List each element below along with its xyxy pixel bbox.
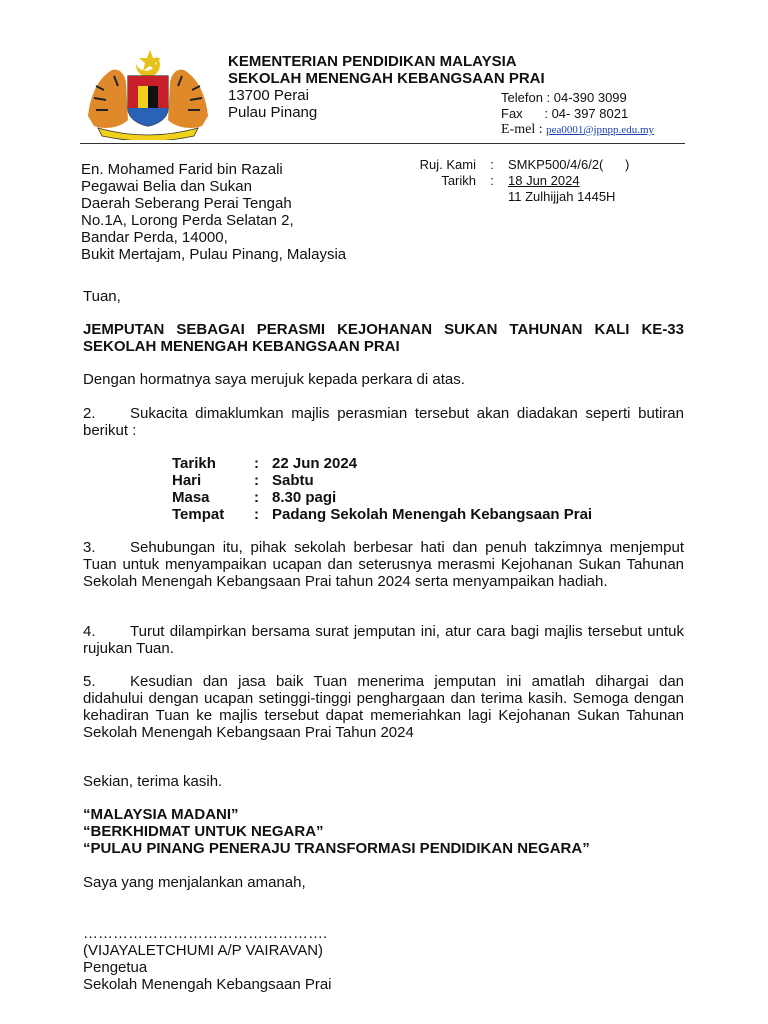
detail-colon: : — [254, 506, 259, 523]
recipient-address — [81, 161, 346, 263]
detail-colon: : — [254, 455, 259, 472]
paragraph-number: 5. — [83, 673, 96, 690]
signature-block — [83, 925, 332, 993]
paragraph-text: Sukacita dimaklumkan majlis perasmian tersebut akan diadakan seperti butiran berikut : — [83, 405, 684, 439]
detail-value: 22 Jun 2024 — [272, 455, 358, 472]
ref-value: SMKP500/4/6/2( ) — [508, 157, 630, 172]
phone-number: Telefon : 04-390 3099 — [501, 90, 627, 105]
detail-key: Tarikh — [172, 455, 216, 472]
detail-key: Hari — [172, 472, 202, 489]
email-label: E-mel : — [501, 122, 543, 137]
recipient-line: Daerah Seberang Perai Tengah — [81, 195, 292, 212]
detail-colon: : — [254, 472, 259, 489]
recipient-line: No.1A, Lorong Perda Selatan 2, — [81, 212, 294, 229]
reference-block — [414, 157, 629, 205]
event-details — [172, 455, 592, 523]
paragraph-1: Dengan hormatnya saya merujuk kepada perkara di atas. — [83, 371, 465, 388]
signatory-name: (VIJAYALETCHUMI A/P VAIRAVAN) — [83, 942, 324, 959]
school-name: SEKOLAH MENENGAH KEBANGSAAN PRAI — [228, 70, 545, 87]
date-colon: : — [490, 173, 494, 188]
paragraph-text: Turut dilampirkan bersama surat jemputan ini, atur cara bagi majlis tersebut untuk rujukan Tuan. — [83, 623, 684, 657]
trust-line: Saya yang menjalankan amanah, — [83, 874, 306, 891]
recipient-line: Bandar Perda, 14000, — [81, 229, 228, 246]
slogan-1: “MALAYSIA MADANI” — [83, 806, 239, 823]
signatory-school: Sekolah Menengah Kebangsaan Prai — [83, 976, 332, 993]
header-divider — [80, 143, 685, 144]
signature-dots: …………………………………………. — [83, 925, 328, 942]
detail-colon: : — [254, 489, 259, 506]
paragraph-number: 4. — [83, 623, 96, 640]
fax-number: Fax : 04- 397 8021 — [501, 106, 629, 121]
slogan-3: “PULAU PINANG PENERAJU TRANSFORMASI PENDIDIKAN NEGARA” — [83, 840, 590, 857]
detail-row — [172, 455, 592, 472]
coat-of-arms-icon — [84, 46, 212, 140]
closing-line: Sekian, terima kasih. — [83, 773, 223, 790]
email-link[interactable]: pea0001@jpnpp.edu.my — [546, 124, 654, 136]
recipient-line: Bukit Mertajam, Pulau Pinang, Malaysia — [81, 246, 347, 263]
detail-value: Padang Sekolah Menengah Kebangsaan Prai — [272, 506, 593, 523]
date-value: 18 Jun 2024 — [508, 173, 580, 188]
paragraph-2 — [83, 405, 684, 439]
slogan-2: “BERKHIDMAT UNTUK NEGARA” — [83, 823, 324, 840]
detail-value: Sabtu — [272, 472, 314, 489]
paragraph-4 — [83, 623, 684, 657]
hijri-date: 11 Zulhijjah 1445H — [508, 189, 616, 204]
date-label: Tarikh — [441, 173, 476, 188]
salutation: Tuan, — [83, 288, 121, 305]
recipient-line: Pegawai Belia dan Sukan — [81, 178, 252, 195]
detail-row — [172, 506, 592, 523]
detail-key: Tempat — [172, 506, 225, 523]
paragraph-text: Kesudian dan jasa baik Tuan menerima jemputan ini amatlah dihargai dan didahului dengan ucapan setinggi-tinggi penghargaan dan terima kasih. Semoga dengan kehadiran Tuan ke majlis tersebut dapat memeriahkan lagi Kejohanan Sukan Tahunan Sekolah Menengah Kebangsaan Prai Tahun 2024 — [83, 673, 684, 741]
paragraph-number: 3. — [83, 539, 96, 556]
paragraph-5 — [83, 673, 684, 741]
signatory-title: Pengetua — [83, 959, 148, 976]
recipient-line: En. Mohamed Farid bin Razali — [81, 161, 283, 178]
detail-key: Masa — [172, 489, 210, 506]
school-address-line1: 13700 Perai — [228, 87, 309, 104]
detail-row — [172, 489, 592, 506]
letter-subject: JEMPUTAN SEBAGAI PERASMI KEJOHANAN SUKAN TAHUNAN KALI KE-33 SEKOLAH MENENGAH KEBANGSAAN PRAI — [83, 321, 684, 355]
ref-colon: : — [490, 157, 494, 172]
school-address-line2: Pulau Pinang — [228, 104, 318, 121]
email-line — [501, 122, 654, 138]
detail-row — [172, 472, 592, 489]
ministry-name: KEMENTERIAN PENDIDIKAN MALAYSIA — [228, 53, 517, 70]
paragraph-3 — [83, 539, 684, 590]
paragraph-number: 2. — [83, 405, 96, 422]
ref-label: Ruj. Kami — [419, 157, 476, 172]
detail-value: 8.30 pagi — [272, 489, 337, 506]
paragraph-text: Sehubungan itu, pihak sekolah berbesar hati dan penuh takzimnya menjemput Tuan untuk menyampaikan ucapan dan seterusnya merasmi Kejohanan Sukan Tahunan Sekolah Menengah Kebangsaan Prai tahun 2024 serta menyampaikan hadiah. — [83, 539, 684, 590]
